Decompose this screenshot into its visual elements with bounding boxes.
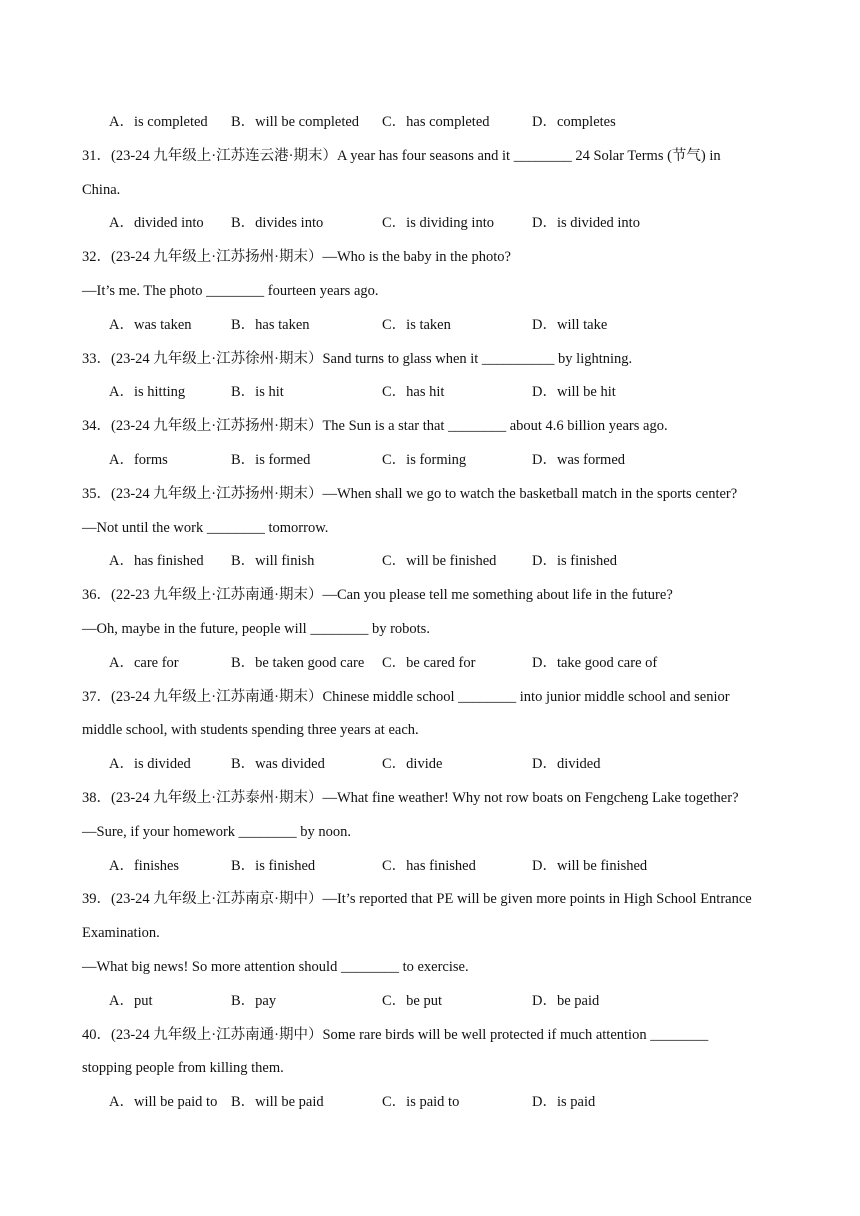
question-text-line: 37．(23-24 九年级上·江苏南通·期末）Chinese middle school ________ into junior middle school and senior — [82, 688, 730, 705]
answer-options — [82, 211, 782, 245]
answer-option: C．is taken — [382, 316, 451, 333]
answer-option: B．is finished — [231, 857, 316, 874]
answer-option: A．care for — [109, 654, 179, 671]
question-text-line: stopping people from killing them. — [82, 1060, 284, 1077]
question-text-line: China. — [82, 181, 121, 198]
answer-option: A．forms — [109, 451, 168, 468]
answer-option: C．will be finished — [382, 553, 497, 570]
answer-option: D．is paid — [532, 1094, 596, 1111]
answer-options — [82, 752, 782, 786]
question-text-line: 39．(23-24 九年级上·江苏南京·期中）—It’s reported that PE will be given more points in High School Entrance — [82, 891, 752, 908]
answer-option: B．be taken good care — [231, 654, 365, 671]
question-text-line: —Oh, maybe in the future, people will ________ by robots. — [82, 620, 430, 637]
answer-option: A．finishes — [109, 857, 180, 874]
question-text-line: 35．(23-24 九年级上·江苏扬州·期末）—When shall we go to watch the basketball match in the sports center? — [82, 485, 738, 502]
answer-option: A．was taken — [109, 316, 192, 333]
answer-option: D．completes — [532, 114, 616, 130]
answer-option: B．is formed — [231, 451, 311, 468]
question-text-line: 33．(23-24 九年级上·江苏徐州·期末）Sand turns to glass when it __________ by lightning. — [82, 350, 633, 367]
answer-option: A．has finished — [109, 553, 204, 570]
answer-options — [82, 1090, 782, 1124]
answer-option: D．was formed — [532, 451, 626, 468]
answer-option: D．is finished — [532, 553, 617, 570]
answer-option: D．take good care of — [532, 654, 658, 671]
question-text-line: 38．(23-24 九年级上·江苏泰州·期末）—What fine weather! Why not row boats on Fengcheng Lake together? — [82, 789, 739, 806]
question-text-line: 34．(23-24 九年级上·江苏扬州·期末）The Sun is a star that ________ about 4.6 billion years ago. — [82, 418, 668, 435]
answer-option: B．divides into — [231, 215, 324, 232]
answer-option: C．is forming — [382, 451, 467, 468]
question-text-line: 40．(23-24 九年级上·江苏南通·期中）Some rare birds will be well protected if much attention ________ — [82, 1026, 709, 1043]
answer-option: D．will be hit — [532, 384, 616, 401]
answer-option: C．be put — [382, 992, 443, 1009]
answer-option: D．be paid — [532, 992, 600, 1009]
question-text-line: 36．(22-23 九年级上·江苏南通·期末）—Can you please tell me something about life in the future? — [82, 587, 673, 604]
answer-option: B．has taken — [231, 316, 310, 333]
answer-option: C．be cared for — [382, 654, 476, 671]
answer-option: B．will be completed — [231, 114, 360, 130]
answer-option: A．put — [109, 992, 153, 1009]
question-text-line: middle school, with students spending three years at each. — [82, 722, 419, 739]
answer-options — [82, 549, 782, 583]
answer-option: C．divide — [382, 756, 443, 773]
answer-option: C．has completed — [382, 114, 490, 130]
answer-option: C．has finished — [382, 857, 476, 874]
answer-options — [82, 854, 782, 888]
question-text-line: —Not until the work ________ tomorrow. — [82, 519, 329, 536]
question-text-line: —It’s me. The photo ________ fourteen years ago. — [82, 282, 379, 299]
answer-options — [82, 380, 782, 414]
answer-option: B．is hit — [231, 384, 284, 401]
answer-option: D．will be finished — [532, 857, 648, 874]
question-text-line: —What big news! So more attention should ________ to exercise. — [82, 958, 469, 975]
answer-option: C．is paid to — [382, 1094, 460, 1111]
answer-option: B．pay — [231, 992, 277, 1009]
answer-option: D．is divided into — [532, 215, 640, 232]
answer-option: C．has hit — [382, 384, 445, 401]
answer-options — [82, 989, 782, 1023]
answer-option: B．will finish — [231, 553, 315, 570]
answer-option: B．was divided — [231, 756, 325, 773]
answer-options — [82, 651, 782, 685]
answer-option: A．will be paid to — [109, 1094, 218, 1111]
answer-options — [82, 110, 782, 144]
answer-option: A．is hitting — [109, 384, 186, 401]
question-text-line: —Sure, if your homework ________ by noon. — [82, 823, 352, 840]
question-text-line: 32．(23-24 九年级上·江苏扬州·期末）—Who is the baby in the photo? — [82, 249, 511, 266]
question-text-line: 31．(23-24 九年级上·江苏连云港·期末）A year has four seasons and it ________ 24 Solar Terms (节气) in — [82, 147, 721, 164]
answer-option: C．is dividing into — [382, 215, 494, 232]
answer-options — [82, 448, 782, 482]
answer-option: A．divided into — [109, 215, 204, 232]
answer-option: A．is divided — [109, 756, 191, 773]
answer-options — [82, 313, 782, 347]
document-page — [82, 110, 782, 1124]
answer-option: B．will be paid — [231, 1094, 324, 1111]
answer-option: A．is completed — [109, 114, 208, 130]
answer-option: D．will take — [532, 316, 608, 333]
question-text-line: Examination. — [82, 925, 160, 942]
answer-option: D．divided — [532, 756, 601, 773]
